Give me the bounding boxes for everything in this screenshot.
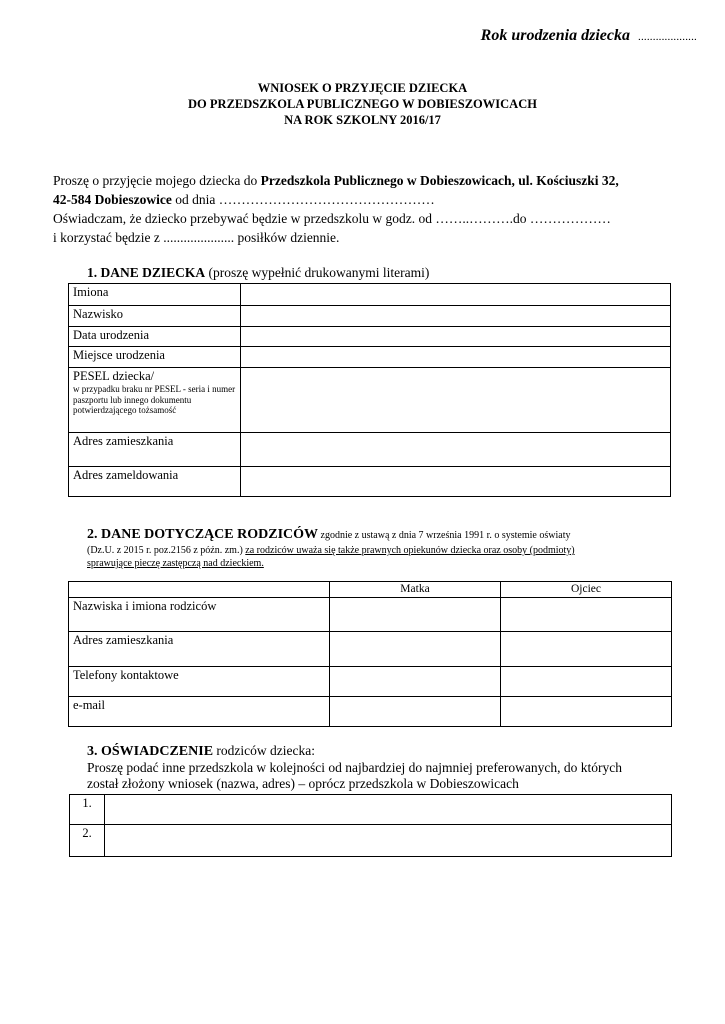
kindergarten-postcode: 42-584 Dobieszowice	[53, 192, 172, 207]
document-title	[0, 80, 725, 128]
table-row	[69, 347, 671, 368]
intro-line-3[interactable]: Oświadczam, że dziecko przebywać będzie w przedszkolu w godz. od ……..……….do ………………	[53, 211, 611, 226]
mother-email-field[interactable]	[330, 697, 501, 727]
section-2-heading	[87, 526, 570, 543]
section-3-heading	[87, 743, 622, 792]
section-1-note: (proszę wypełnić drukowanymi literami)	[205, 265, 430, 280]
section-2-note	[87, 544, 575, 570]
birth-date-field[interactable]	[241, 327, 671, 347]
table-row	[69, 667, 672, 697]
parent-phones-label: Telefony kontaktowe	[69, 667, 330, 697]
section-1-title: 1. DANE DZIECKA	[87, 265, 206, 280]
legal-clause: za rodziców uważa się także prawnych opiekunów dziecka oraz osoby (podmioty)	[245, 545, 575, 556]
section-3-title-line	[87, 743, 622, 760]
parent-email-label: e-mail	[69, 697, 330, 727]
first-names-field[interactable]	[241, 284, 671, 306]
birth-place-field[interactable]	[241, 347, 671, 368]
kindergarten-choice-2-field[interactable]	[105, 825, 672, 857]
title-line-2: DO PRZEDSZKOLA PUBLICZNEGO W DOBIESZOWICACH	[188, 97, 537, 111]
section-1-heading	[87, 265, 429, 281]
father-names-field[interactable]	[501, 598, 672, 632]
table-row	[69, 598, 672, 632]
pesel-note: w przypadku braku nr PESEL - seria i numer paszportu lub innego dokumentu potwierdzającego tożsamość	[73, 384, 236, 415]
birth-year-label: Rok urodzenia dziecka	[480, 27, 630, 44]
table-row	[69, 368, 671, 433]
mother-names-field[interactable]	[330, 598, 501, 632]
pesel-label-text: PESEL dziecka/	[73, 369, 155, 383]
pesel-label	[69, 368, 241, 433]
intro-paragraph	[53, 171, 693, 247]
mother-phone-field[interactable]	[330, 667, 501, 697]
other-kindergartens-table	[69, 794, 672, 857]
parent-address-label: Adres zamieszkania	[69, 632, 330, 667]
section-3-line-2: został złożony wniosek (nazwa, adres) – oprócz przedszkola w Dobieszowicach	[87, 776, 519, 791]
parents-data-table	[68, 581, 672, 727]
intro-line-1	[53, 171, 693, 190]
registered-address-field[interactable]	[241, 467, 671, 497]
intro-line-4[interactable]: i korzystać będzie z ..................... posiłków dziennie.	[53, 230, 340, 245]
birth-year-field	[481, 27, 697, 45]
table-row	[70, 795, 672, 825]
mother-column-header: Matka	[330, 582, 501, 598]
title-line-1: WNIOSEK O PRZYJĘCIE DZIECKA	[257, 81, 468, 95]
intro-line-2	[53, 190, 693, 209]
section-3-line-1: Proszę podać inne przedszkola w kolejności od najbardziej do najmniej preferowanych, do których	[87, 760, 622, 775]
legal-clause-cont: sprawujące pieczę zastępczą nad dzieckiem.	[87, 558, 264, 569]
section-2-title: 2. DANE DOTYCZĄCE RODZICÓW	[87, 527, 319, 542]
intro-text: Proszę o przyjęcie mojego dziecka do	[53, 173, 261, 188]
table-row	[69, 306, 671, 327]
table-row	[70, 825, 672, 857]
birth-year-blank[interactable]: ....................	[638, 31, 697, 43]
surname-label: Nazwisko	[69, 306, 241, 327]
surname-field[interactable]	[241, 306, 671, 327]
legal-reference: (Dz.U. z 2015 r. poz.2156 z późn. zm.)	[87, 545, 246, 556]
row-number: 2.	[70, 825, 105, 857]
registered-address-label: Adres zameldowania	[69, 467, 241, 497]
kindergarten-name: Przedszkola Publicznego w Dobieszowicach, ul. Kościuszki 32,	[260, 173, 619, 188]
first-names-label: Imiona	[69, 284, 241, 306]
father-address-field[interactable]	[501, 632, 672, 667]
parent-names-label: Nazwiska i imiona rodziców	[69, 598, 330, 632]
title-line-3: NA ROK SZKOLNY 2016/17	[284, 113, 441, 127]
mother-address-field[interactable]	[330, 632, 501, 667]
pesel-field[interactable]	[241, 368, 671, 433]
table-row	[69, 433, 671, 467]
table-row	[69, 284, 671, 306]
child-data-table	[68, 283, 671, 497]
start-date-blank[interactable]: od dnia …………………………………………	[171, 192, 435, 207]
residence-label: Adres zamieszkania	[69, 433, 241, 467]
birth-place-label: Miejsce urodzenia	[69, 347, 241, 368]
table-header-row	[69, 582, 672, 598]
section-3-title: 3. OŚWIADCZENIE	[87, 744, 214, 759]
row-number: 1.	[70, 795, 105, 825]
kindergarten-choice-1-field[interactable]	[105, 795, 672, 825]
table-row	[69, 327, 671, 347]
section-2-legal-text: zgodnie z ustawą z dnia 7 września 1991 r. o systemie oświaty	[318, 530, 571, 541]
empty-header-cell	[69, 582, 330, 598]
table-row	[69, 697, 672, 727]
residence-field[interactable]	[241, 433, 671, 467]
table-row	[69, 632, 672, 667]
father-email-field[interactable]	[501, 697, 672, 727]
section-2-note-line-1	[87, 544, 575, 557]
table-row	[69, 467, 671, 497]
father-phone-field[interactable]	[501, 667, 672, 697]
father-column-header: Ojciec	[501, 582, 672, 598]
section-3-title-rest: rodziców dziecka:	[213, 743, 315, 758]
birth-date-label: Data urodzenia	[69, 327, 241, 347]
